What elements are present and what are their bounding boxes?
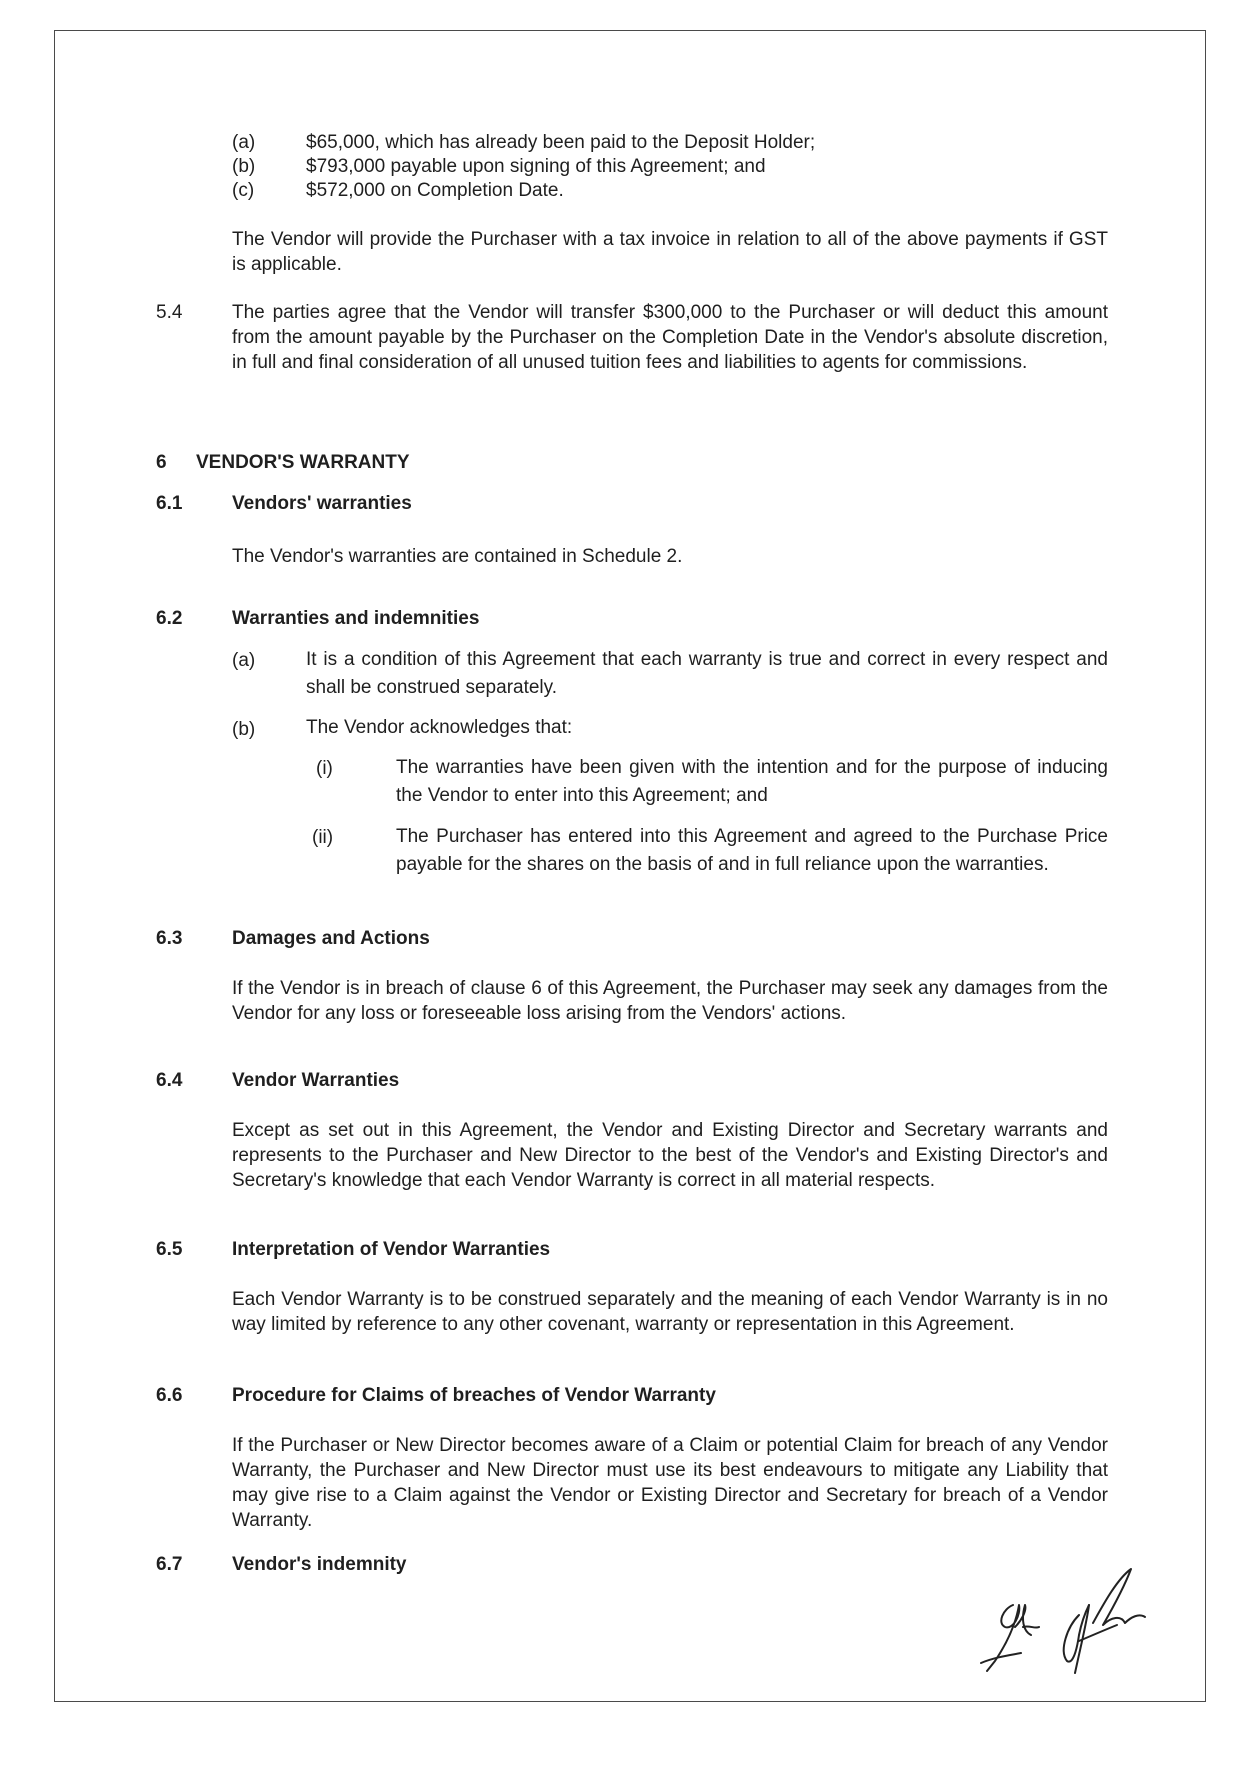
- clause-6-4-heading: Vendor Warranties: [232, 1070, 400, 1091]
- payment-text-c: $572,000 on Completion Date.: [306, 180, 564, 201]
- clause-6-4-text: Except as set out in this Agreement, the Vendor and Existing Director and Secretary warrants and represents to the Purchaser and New Director to the best of the Vendor's and Existing Director's and Secretary's knowledge that each Vendor Warranty is correct in all material respects.: [232, 1120, 1108, 1191]
- clause-6-2-ii-label: (ii): [312, 827, 334, 848]
- clause-6-1-heading: Vendors' warranties: [232, 493, 412, 514]
- clause-6-4-number: 6.4: [156, 1070, 183, 1091]
- clause-6-2-i-text: The warranties have been given with the intention and for the purpose of inducing the Vendor to enter into this Agreement; and: [396, 757, 1108, 806]
- clause-6-2-b-label: (b): [232, 719, 256, 740]
- clause-6-5-number: 6.5: [156, 1239, 183, 1260]
- clause-5-4-number: 5.4: [156, 302, 183, 323]
- clause-6-6-text: If the Purchaser or New Director becomes aware of a Claim or potential Claim for breach of any Vendor Warranty, the Purchaser and New Director must use its best endeavours to mitigate any Liability that may give rise to a Claim against the Vendor or Existing Director and Secretary for breach of a Vendor Warranty.: [232, 1435, 1108, 1531]
- payment-label-c: (c): [232, 180, 255, 201]
- clause-6-1-number: 6.1: [156, 493, 183, 514]
- payment-label-b: (b): [232, 156, 256, 177]
- clause-6-3-heading: Damages and Actions: [232, 928, 430, 949]
- payment-label-a: (a): [232, 132, 256, 153]
- clause-6-2-a-text: It is a condition of this Agreement that each warranty is true and correct in every respect and shall be construed separately.: [306, 649, 1108, 698]
- clause-6-3-number: 6.3: [156, 928, 183, 949]
- initials-signature: [975, 1565, 1175, 1680]
- clause-6-6-number: 6.6: [156, 1385, 183, 1406]
- clause-6-2-i-label: (i): [316, 758, 333, 779]
- clause-6-2-heading: Warranties and indemnities: [232, 608, 480, 629]
- clause-6-3-text: If the Vendor is in breach of clause 6 of this Agreement, the Purchaser may seek any damages from the Vendor for any loss or foreseeable loss arising from the Vendors' actions.: [232, 978, 1108, 1024]
- clause-6-7-number: 6.7: [156, 1554, 183, 1575]
- clause-5-4-text: The parties agree that the Vendor will transfer $300,000 to the Purchaser or will deduct this amount from the amount payable by the Purchaser on the Completion Date in the Vendor's absolute discretion, in full and final consideration of all unused tuition fees and liabilities to agents for commissions.: [232, 302, 1108, 373]
- clause-6-2-a-label: (a): [232, 650, 256, 671]
- clause-6-7-heading: Vendor's indemnity: [232, 1554, 407, 1575]
- clause-6-2-ii-text: The Purchaser has entered into this Agreement and agreed to the Purchase Price payable for the shares on the basis of and in full reliance upon the warranties.: [396, 826, 1108, 875]
- clause-6-2-b-text: The Vendor acknowledges that:: [306, 717, 573, 738]
- clause-6-2-number: 6.2: [156, 608, 183, 629]
- payment-text-b: $793,000 payable upon signing of this Agreement; and: [306, 156, 766, 177]
- clause-6-1-text: The Vendor's warranties are contained in Schedule 2.: [232, 546, 683, 567]
- clause-6-6-heading: Procedure for Claims of breaches of Vendor Warranty: [232, 1385, 716, 1406]
- clause-6-5-text: Each Vendor Warranty is to be construed separately and the meaning of each Vendor Warranty is in no way limited by reference to any other covenant, warranty or representation in this Agreement.: [232, 1289, 1108, 1335]
- clause-6-5-heading: Interpretation of Vendor Warranties: [232, 1239, 551, 1260]
- section-6-number: 6: [156, 452, 167, 473]
- tax-invoice-note: The Vendor will provide the Purchaser with a tax invoice in relation to all of the above payments if GST is applicable.: [232, 229, 1108, 275]
- section-6-title: VENDOR'S WARRANTY: [196, 452, 410, 473]
- payment-text-a: $65,000, which has already been paid to the Deposit Holder;: [306, 132, 816, 153]
